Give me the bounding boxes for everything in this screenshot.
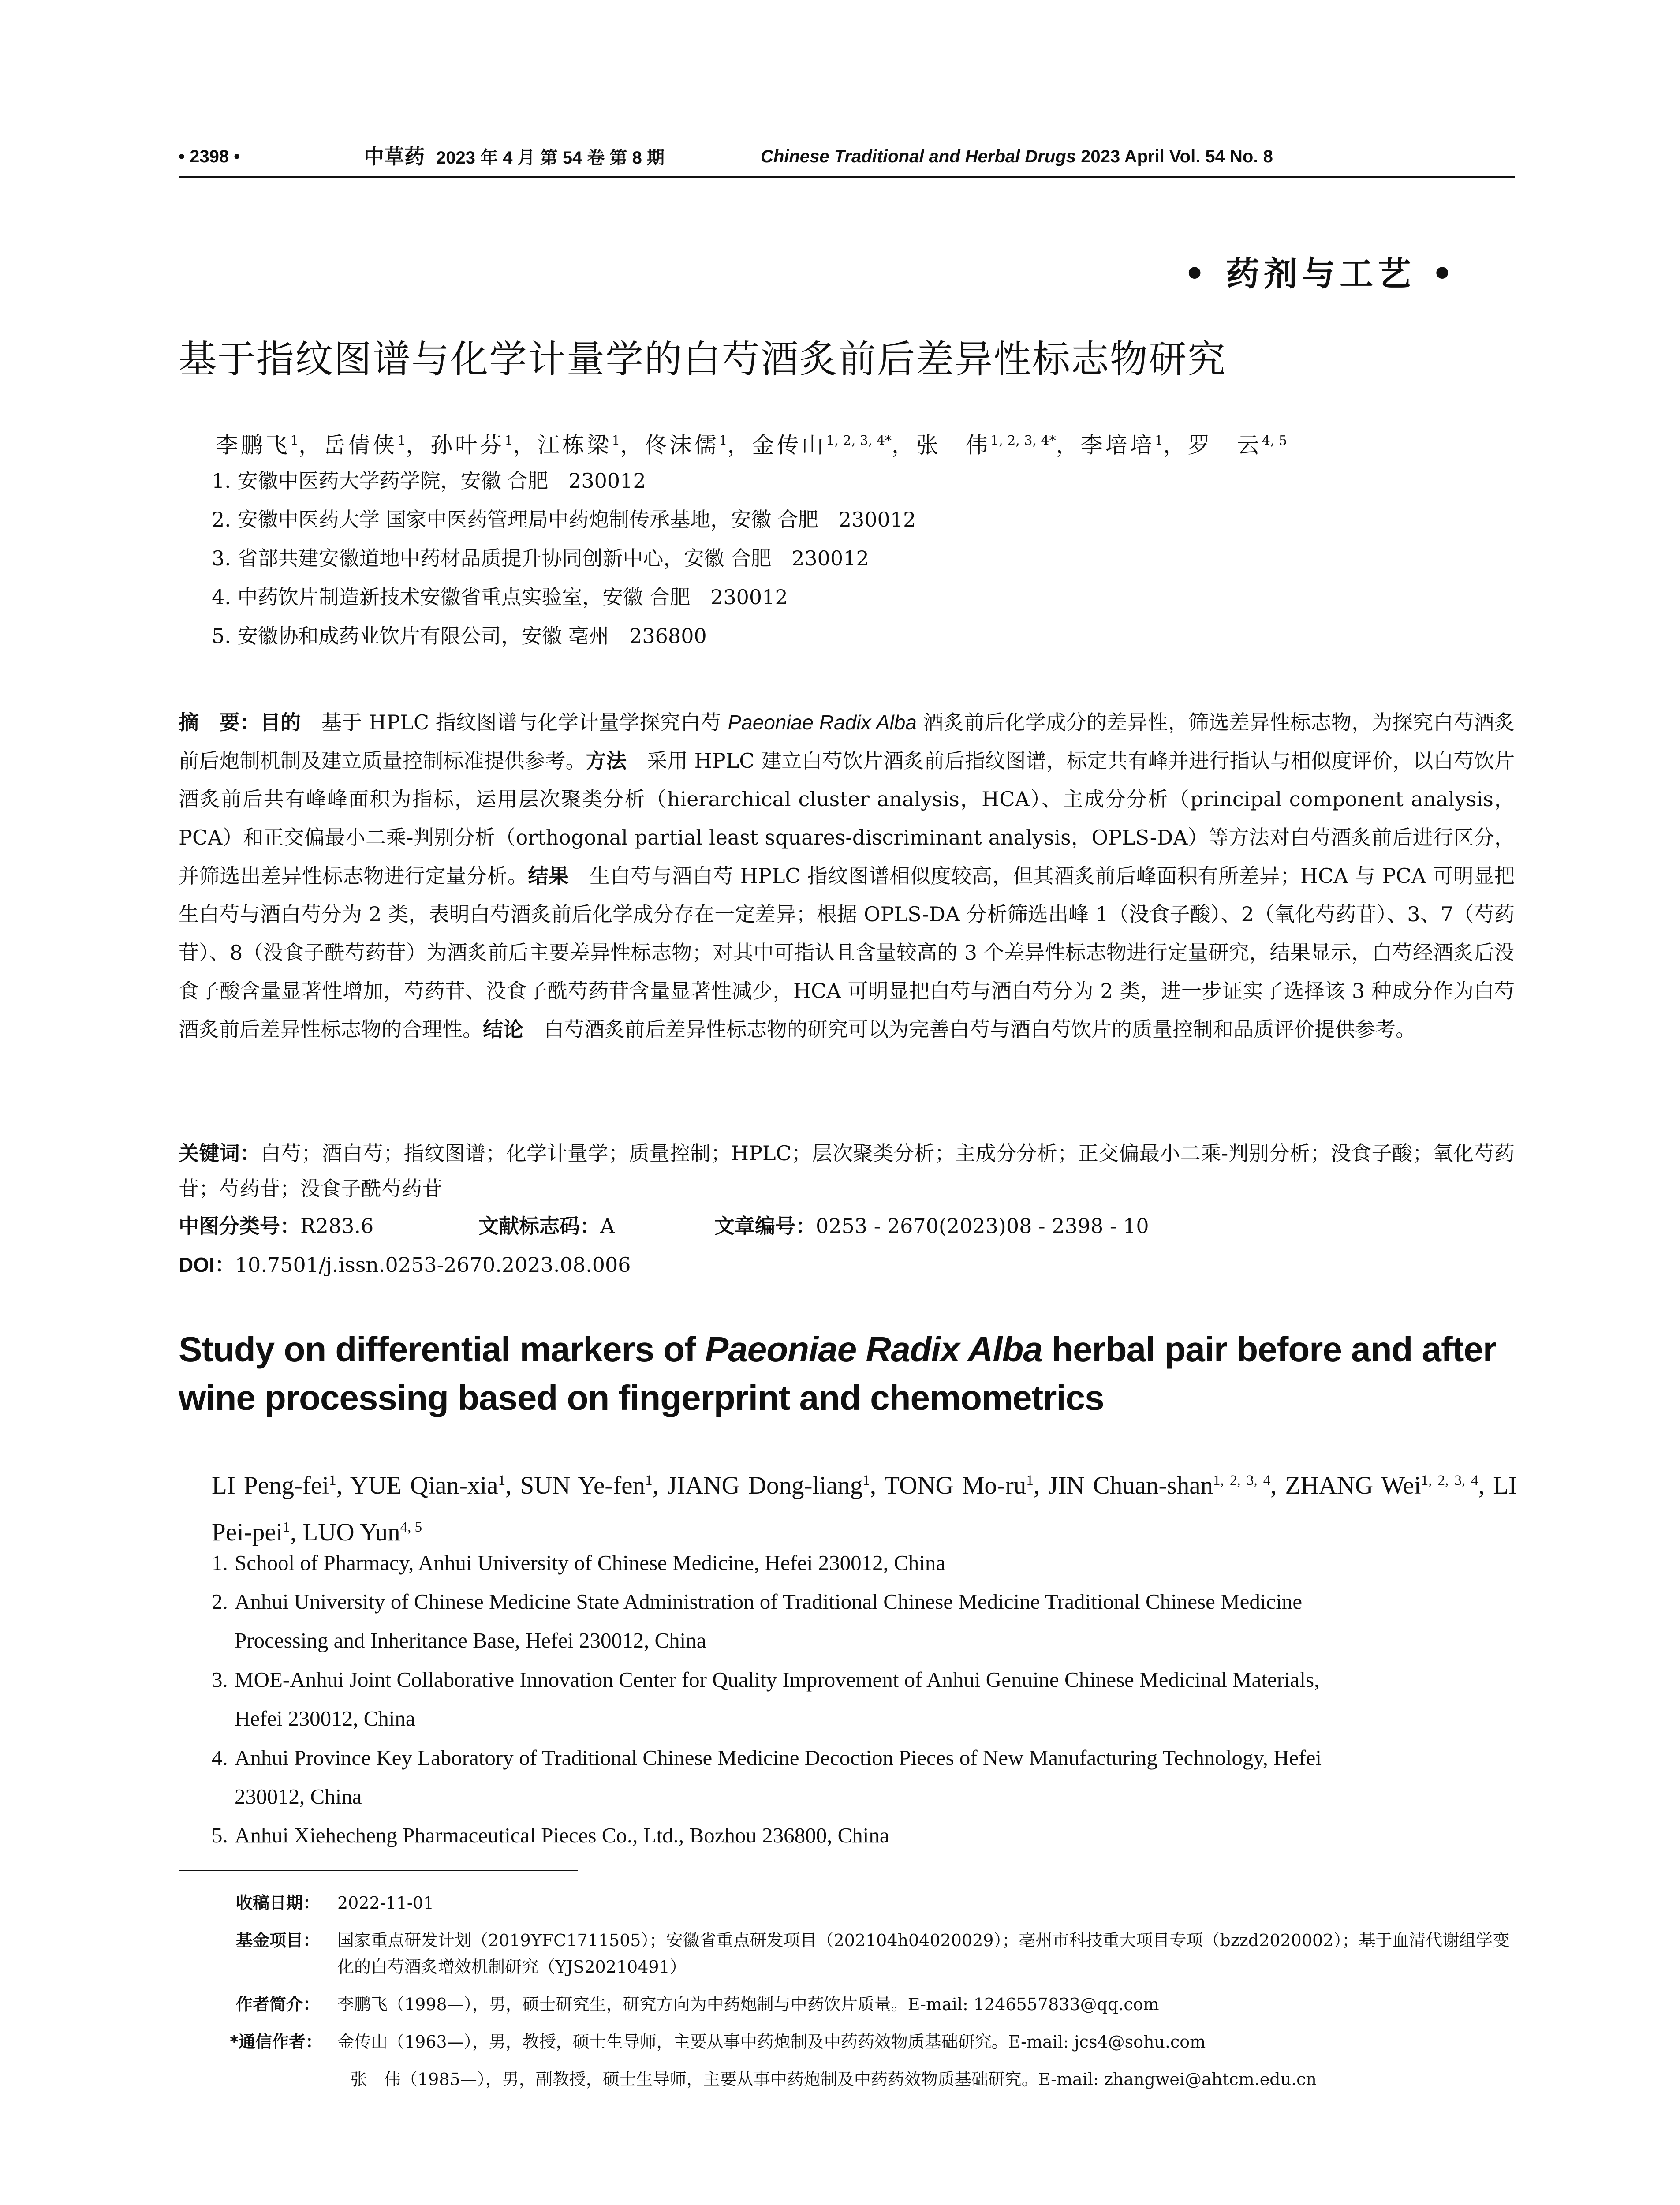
affiliation-en-line: Processing and Inheritance Base, Hefei 230012, China [235,1628,706,1652]
running-head [179,146,1515,178]
received-date: 2022-11-01 [337,1893,434,1913]
affiliation-en-number: 4. [212,1745,228,1770]
abstract-label: 摘 要： [179,710,261,734]
affiliation-en-number: 1. [212,1551,228,1575]
affiliation-en-3 [212,1660,1517,1738]
bio-label: 作者简介： [236,1995,320,2014]
title-en [179,1325,1519,1422]
clc-value: R283.6 [300,1214,374,1238]
author-name: 李培培 [1080,432,1155,458]
author-name: YUE Qian-xia [350,1472,498,1499]
author-name: 李鹏飞 [216,432,290,458]
issue-en: 2023 April Vol. 54 No. 8 [1081,147,1273,166]
objective-text-post: 酒炙前后化学成分的差异性，筛选差异性标志物，为探究白芍酒炙前后炮制机制及建立质量控制标准提供参考。 [179,710,1515,773]
keywords-text: 白芍；酒白芍；指纹图谱；化学计量学；质量控制；HPLC；层次聚类分析；主成分分析；正交偏最小二乘-判别分析；没食子酸；氧化芍药苷；芍药苷；没食子酰芍药苷 [179,1141,1515,1200]
footnote-divider [179,1870,578,1871]
author-name: SUN Ye-fen [520,1472,646,1499]
author-affiliation-sup: 1, 2, 3, 4* [990,433,1056,448]
conclusion-text: 白芍酒炙前后差异性标志物的研究可以为完善白芍与酒白芍饮片的质量控制和品质评价提供参考。 [523,1017,1416,1041]
clc-number [179,1213,373,1239]
corr-author-2: 张 伟（1985—），男，副教授，硕士生导师，主要从事中药炮制及中药药效物质基础研究。E-mail: zhangwei@ahtcm.edu.cn [351,2070,1317,2089]
methods-label: 方法 [586,749,627,773]
author-affiliation-sup: 1, 2, 3, 4 [1421,1472,1478,1488]
author-affiliation-sup: 1, 2, 3, 4 [1213,1472,1271,1488]
title-cn: 基于指纹图谱与化学计量学的白芍酒炙前后差异性标志物研究 [179,337,1226,381]
affiliation-en-line: Hefei 230012, China [235,1706,415,1730]
footnote-bio [236,1991,1515,2018]
affiliation-cn-2: 2. 安徽中医药大学 国家中医药管理局中药炮制传承基地，安徽 合肥 230012 [212,508,916,531]
journal-issue-cn [364,146,665,169]
author-affiliation-sup: 1 [329,1472,336,1488]
author-name: LI Pei-pei [212,1472,1517,1546]
footnotes [230,1890,1515,2093]
latin-name: Paeoniae Radix Alba [728,711,917,734]
bio-text: 李鹏飞（1998—），男，硕士研究生，研究方向为中药炮制与中药饮片质量。E-mail: 1246557833@qq.com [337,1995,1159,2014]
fund-text: 国家重点研发计划（2019YFC1711505）；安徽省重点研发项目（202104h04020029）；亳州市科技重大项目专项（bzzd2020002）；基于血清代谢组学变化的白芍酒炙增效机制研究（YJS20210491） [337,1931,1510,1977]
author-name: TONG Mo-ru [884,1472,1027,1499]
column-label: • 药剂与工艺 • [1183,254,1457,293]
affiliation-en-1 [212,1544,1517,1582]
article-value: 0253 - 2670(2023)08 - 2398 - 10 [816,1214,1149,1238]
author-affiliation-sup: 1 [719,433,728,448]
title-en-post: herbal pair before and after wine processing based on fingerprint and chemometrics [179,1330,1496,1417]
keywords [179,1136,1515,1206]
author-affiliation-sup: 4, 5 [400,1519,422,1535]
corr-author-1: 金传山（1963—），男，教授，硕士生导师，主要从事中药炮制及中药药效物质基础研究。E-mail: jcs4@sohu.com [337,2032,1206,2052]
title-en-latin: Paeoniae Radix Alba [705,1330,1042,1369]
author-name: LI Peng-fei [212,1472,329,1499]
author-name: 江栋梁 [538,432,612,458]
affiliation-en-line: MOE-Anhui Joint Collaborative Innovation Center for Quality Improvement of Anhui Genuine Chinese Medicinal Materials, [235,1667,1320,1692]
affiliation-en-number: 3. [212,1667,228,1692]
author-affiliation-sup: 4, 5 [1262,433,1287,448]
footnote-corresponding [230,2029,1515,2055]
affiliation-en-2 [212,1582,1517,1660]
author-affiliation-sup: 1 [397,433,406,448]
author-name: 岳倩侠 [323,432,398,458]
author-name: 张 伟 [916,432,991,458]
page-number: • 2398 • [179,147,240,166]
results-text: 生白芍与酒白芍 HPLC 指纹图谱相似度较高，但其酒炙前后峰面积有所差异；HCA 与 PCA 可明显把生白芍与酒白芍分为 2 类，表明白芍酒炙前后化学成分存在一定差异；根据 OPLS-DA 分析筛选出峰 1（没食子酸）、2（氧化芍药苷）、3、7（芍药苷）、8（没食子酰芍药苷）为酒炙前后主要差异性标志物；对其中可指认且含量较高的 3 个差异性标志物进行定量研究，结果显示，白芍经酒炙后没食子酸含量显著性增加，芍药苷、没食子酰芍药苷含量显著性减少，HCA 可明显把白芍与酒白芍分为 2 类，进一步证实了选择该 3 种成分作为白芍酒炙前后差异性标志物的合理性。 [179,864,1515,1041]
author-affiliation-sup: 1, 2, 3, 4* [826,433,892,448]
author-affiliation-sup: 1 [283,1519,290,1535]
journal-name-cn: 中草药 [364,145,425,168]
article-label: 文章编号： [714,1214,816,1238]
author-affiliation-sup: 1 [862,1472,870,1488]
affiliation-cn-1: 1. 安徽中医药大学药学院，安徽 合肥 230012 [212,469,646,493]
doi [179,1252,631,1278]
author-name: ZHANG Wei [1285,1472,1421,1499]
affiliation-en-line: School of Pharmacy, Anhui University of Chinese Medicine, Hefei 230012, China [235,1551,946,1575]
author-affiliation-sup: 1 [498,1472,506,1488]
doi-value: 10.7501/j.issn.0253-2670.2023.08.006 [235,1253,631,1277]
authors-en: LI Peng-fei$^1$, YUE Qian-xia$^1$, SUN Ye-fen$^1$, JIANG Dong-liang$^1$, TONG $Mo-ru^1$, JIN Chuan-shan$^{1, 2, 3, 4}$, ZHANG Wei$^{1, 2, 3, 4}$, LI Pei-pei$^1$, LUO Yun$^{4, 5}$ [212,1472,1517,1546]
title-en-pre: Study on differential markers of [179,1330,705,1369]
doc-label: 文献标志码： [478,1214,600,1238]
affiliation-en-line: Anhui University of Chinese Medicine State Administration of Traditional Chinese Medicine Traditional Chinese Medicine [235,1589,1303,1614]
author-affiliation-sup: 1 [1026,1472,1034,1488]
authors-cn: 李鹏飞$^1$，岳倩侠$^1$，孙叶芬$^1$，江栋梁$^1$，佟沫儒$^1$，金传山$^{1, 2, 3, 4*}$，张 伟$^{1, 2, 3, 4*}$，李培培$^1$，罗 云$^{4, 5}$ [216,432,1287,458]
received-label: 收稿日期： [236,1893,320,1913]
author-name: 金传山 [752,432,826,458]
affiliation-en-line: Anhui Province Key Laboratory of Traditional Chinese Medicine Decoction Pieces of New Manufacturing Technology, Hefei [235,1745,1322,1770]
affiliation-cn-3: 3. 省部共建安徽道地中药材品质提升协同创新中心，安徽 合肥 230012 [212,546,869,570]
abstract [179,703,1515,1049]
journal-issue-en [761,146,1273,168]
fund-label: 基金项目： [236,1931,320,1950]
affiliation-en-5 [212,1816,1517,1855]
author-name: 罗 云 [1187,432,1262,458]
affiliation-en-number: 2. [212,1589,228,1614]
author-affiliation-sup: 1 [290,433,299,448]
author-affiliation-sup: 1 [504,433,513,448]
document-code [478,1213,615,1239]
methods-text: 采用 HPLC 建立白芍饮片酒炙前后指纹图谱，标定共有峰并进行指认与相似度评价，以白芍饮片酒炙前后共有峰峰面积为指标，运用层次聚类分析（hierarchical cluster analysis，HCA）、主成分分析（principal component analysis，PCA）和正交偏最小二乘-判别分析（orthogonal partial least squares-discriminant analysis，OPLS-DA）等方法对白芍酒炙前后进行区分，并筛选出差异性标志物进行定量分析。 [179,749,1515,888]
affiliation-cn-4: 4. 中药饮片制造新技术安徽省重点实验室，安徽 合肥 230012 [212,585,788,609]
objective-text-pre: 基于 HPLC 指纹图谱与化学计量学探究白芍 [301,710,728,734]
affiliation-en-4 [212,1738,1517,1816]
affiliation-cn-5: 5. 安徽协和成药业饮片有限公司，安徽 亳州 236800 [212,624,707,648]
footnote-corresponding-2 [236,2066,1515,2093]
clc-label: 中图分类号： [179,1214,300,1238]
results-label: 结果 [528,864,569,888]
author-name: 佟沫儒 [645,432,719,458]
author-affiliation-sup: 1 [612,433,620,448]
affiliation-en-line: 230012, China [235,1784,362,1809]
author-affiliation-sup: 1 [1154,433,1163,448]
corr-label: *通信作者： [230,2032,322,2052]
author-name: JIN Chuan-shan [1048,1472,1213,1499]
conclusion-label: 结论 [483,1017,523,1041]
doi-label: DOI： [179,1253,235,1276]
article-number [714,1213,1149,1239]
footnote-fund [236,1927,1515,1980]
issue-cn: 2023 年 4 月 第 54 卷 第 8 期 [436,148,665,168]
author-name: JIANG Dong-liang [667,1472,863,1499]
affiliation-en-line: Anhui Xiehecheng Pharmaceutical Pieces Co., Ltd., Bozhou 236800, China [235,1823,889,1847]
affiliation-en-number: 5. [212,1823,228,1847]
author-name: 孙叶芬 [430,432,505,458]
footnote-received [236,1890,1515,1916]
author-affiliation-sup: 1 [645,1472,653,1488]
keywords-label: 关键词： [179,1141,261,1165]
objective-label: 目的 [260,710,301,734]
doc-value: A [600,1214,615,1238]
author-name: LUO Yun [302,1518,400,1546]
journal-name-en: Chinese Traditional and Herbal Drugs [761,147,1076,166]
